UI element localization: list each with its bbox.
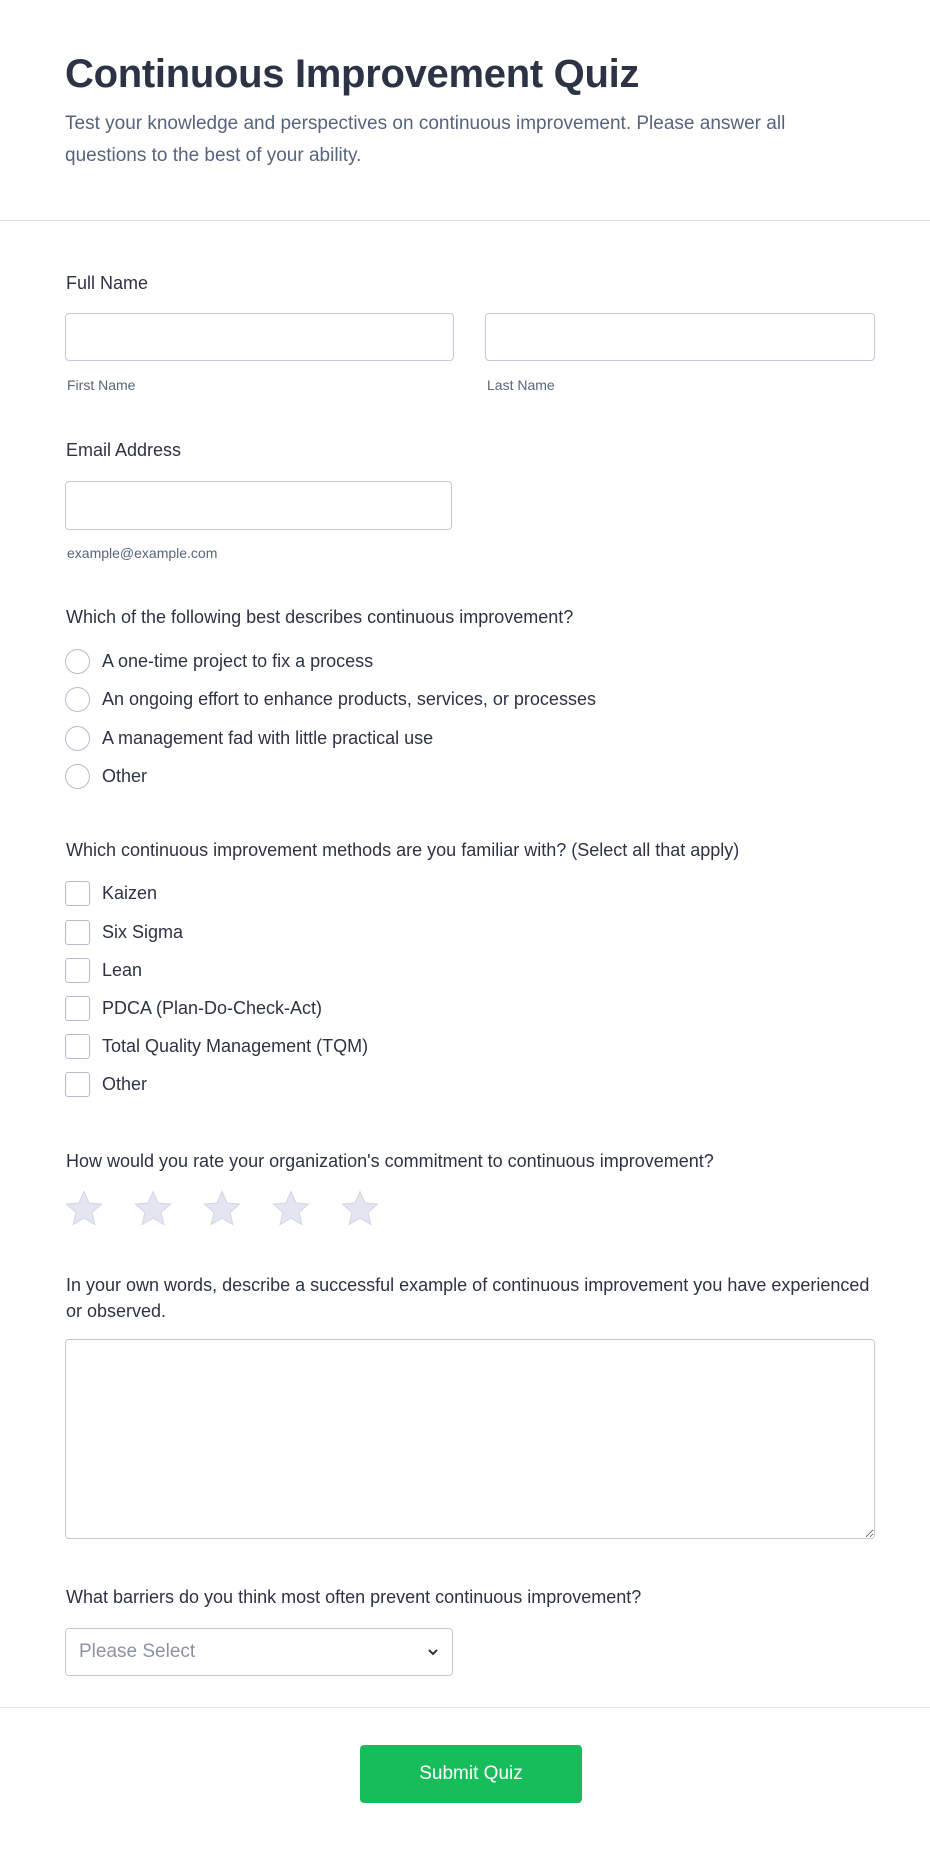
checkbox[interactable] xyxy=(65,881,90,906)
last-name-sublabel: Last Name xyxy=(487,377,555,393)
star-rating[interactable] xyxy=(63,1188,381,1230)
radio-button[interactable] xyxy=(65,687,90,712)
checkbox[interactable] xyxy=(65,1072,90,1097)
checkbox-option[interactable] xyxy=(65,1034,368,1059)
q2-label: Which continuous improvement methods are you familiar with? (Select all that apply) xyxy=(66,840,740,860)
checkbox-option[interactable] xyxy=(65,1072,147,1097)
option-label: Other xyxy=(102,1074,148,1094)
radio-option[interactable] xyxy=(65,649,373,674)
barriers-select[interactable] xyxy=(65,1628,453,1676)
radio-option[interactable] xyxy=(65,764,147,789)
last-name-input[interactable] xyxy=(485,313,875,361)
star-icon[interactable] xyxy=(339,1188,381,1230)
option-label: A one-time project to fix a process xyxy=(102,651,374,671)
checkbox-option[interactable] xyxy=(65,958,142,983)
checkbox-option[interactable] xyxy=(65,920,183,945)
divider xyxy=(0,1707,930,1708)
star-icon[interactable] xyxy=(132,1188,174,1230)
q3-label: How would you rate your organization's commitment to continuous improvement? xyxy=(66,1151,714,1171)
option-label: Kaizen xyxy=(102,883,158,903)
star-icon[interactable] xyxy=(201,1188,243,1230)
star-icon[interactable] xyxy=(270,1188,312,1230)
checkbox[interactable] xyxy=(65,920,90,945)
option-label: Six Sigma xyxy=(102,922,184,942)
option-label: An ongoing effort to enhance products, services, or processes xyxy=(102,689,596,709)
radio-button[interactable] xyxy=(65,764,90,789)
checkbox-option[interactable] xyxy=(65,996,322,1021)
radio-option[interactable] xyxy=(65,726,433,751)
first-name-input[interactable] xyxy=(65,313,454,361)
submit-button[interactable]: Submit Quiz xyxy=(360,1745,582,1803)
divider xyxy=(0,220,930,221)
select-placeholder: Please Select xyxy=(79,1641,196,1662)
option-label: PDCA (Plan-Do-Check-Act) xyxy=(102,998,323,1018)
option-label: Lean xyxy=(102,960,143,980)
email-sublabel: example@example.com xyxy=(67,545,218,561)
checkbox[interactable] xyxy=(65,958,90,983)
q4-label: In your own words, describe a successful example of continuous improvement you have experienced or observed. xyxy=(66,1275,870,1321)
checkbox[interactable] xyxy=(65,996,90,1021)
radio-button[interactable] xyxy=(65,726,90,751)
email-input[interactable] xyxy=(65,481,452,530)
page-title: Continuous Improvement Quiz xyxy=(65,52,640,96)
example-textarea[interactable] xyxy=(65,1339,875,1539)
email-label: Email Address xyxy=(66,440,182,460)
q5-label: What barriers do you think most often prevent continuous improvement? xyxy=(66,1587,642,1607)
radio-option[interactable] xyxy=(65,687,596,712)
chevron-down-icon xyxy=(426,1647,440,1657)
option-label: Other xyxy=(102,766,148,786)
option-label: A management fad with little practical use xyxy=(102,728,434,748)
full-name-label: Full Name xyxy=(66,273,149,293)
first-name-sublabel: First Name xyxy=(67,377,136,393)
q1-label: Which of the following best describes continuous improvement? xyxy=(66,607,574,627)
option-label: Total Quality Management (TQM) xyxy=(102,1036,369,1056)
page-description: Test your knowledge and perspectives on continuous improvement. Please answer all questions to the best of your ability. xyxy=(65,113,786,166)
radio-button[interactable] xyxy=(65,649,90,674)
checkbox-option[interactable] xyxy=(65,881,157,906)
checkbox[interactable] xyxy=(65,1034,90,1059)
star-icon[interactable] xyxy=(63,1188,105,1230)
